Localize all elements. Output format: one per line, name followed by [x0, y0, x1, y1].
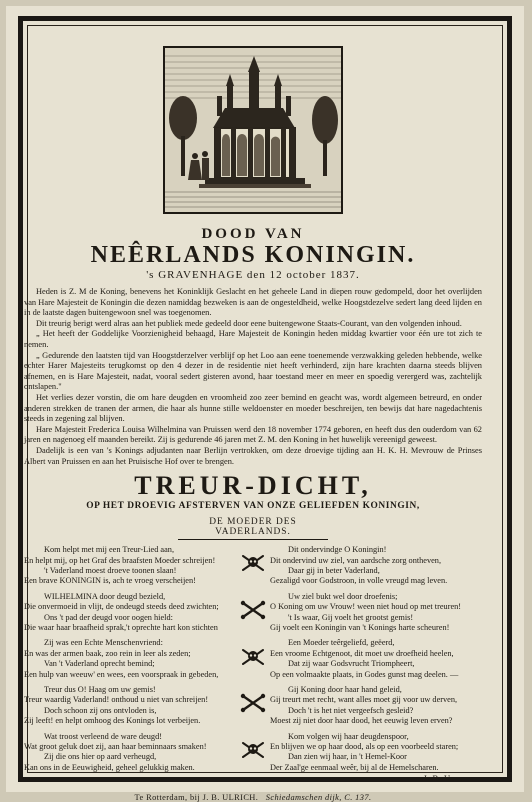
report-paragraph: Heden is Z. M de Koning, benevens het Koninklijk Geslacht en het geheele Land in diepen rouw gedompeld, door het overlijden van Hare Majesteit de Koningin die dezen namiddag bezweken is aan de ongesteldheid, welke Hoogstdezelve sedert lang deed lijden en in de laatste dagen buitengewoon snel was toegenomen.: [24, 287, 482, 318]
report-paragraph: Dadelijk is een van 's Konings adjudanten naar Berlijn vertrokken, om deze droevige tijding aan H. K. H. Mevrouw de Prinses Albert van Pruissen en aan het Pruisische Hof over te brengen.: [24, 445, 482, 466]
verse-line: Een hulp van weeuw' en wees, een voorspraak in gebeden,: [24, 669, 219, 679]
broadside-sheet: [6, 6, 524, 802]
verse-line: Die onvermoeid in vlijt, de ondeugd steeds deed zwichten;: [24, 602, 219, 612]
verse-line: Op een volmaakte plaats, in Godes gunst mag deelen. —: [270, 669, 459, 679]
stanza-left-column: [24, 545, 236, 587]
poem-stanza: [24, 685, 482, 727]
stanza-right-column: [270, 732, 482, 774]
verse-line: Der Zaal'ge eenmaal weêr, bij al de Hemelscharen.: [270, 762, 439, 772]
verse-line: 't Is waar, Gij voelt het grootst gemis!: [288, 612, 414, 622]
imprint-printer: Te Rotterdam, bij J. B. ULRICH.: [134, 793, 259, 802]
printer-imprint: [24, 793, 482, 802]
stanza-right-column: [270, 545, 482, 587]
verse-line: Kom volgen wij haar deugdenspoor,: [288, 731, 409, 741]
verse-line: Zij leeft! en helpt omhoog des Konings lot verbeijen.: [24, 716, 201, 726]
verse-line: Dat zij waar Godsvrucht Triompheert,: [288, 659, 415, 669]
stanza-left-column: [24, 638, 236, 680]
stanza-left-column: [24, 592, 236, 634]
verse-line: Een brave KONINGIN is, ach te vroeg verscheijen!: [24, 576, 196, 586]
stanza-left-column: [24, 732, 236, 774]
stanza-right-column: [270, 592, 482, 634]
verse-line: Een Moeder teêrgeliefd, geëerd,: [288, 638, 395, 648]
skull-crossbones-icon: [236, 553, 270, 578]
verse-line: Treur waardig Vaderland! onthoud u niet van schreijen!: [24, 695, 209, 705]
stanza-left-column: [24, 685, 236, 727]
verse-line: Kom helpt met mij een Treur-Lied aan,: [44, 545, 175, 555]
verse-line: En helpt mij, op het Graf des braafsten Moeder schreijen!: [24, 555, 216, 565]
verse-line: Gezaligd voor Godstroon, in volle vreugd mag leven.: [270, 576, 448, 586]
place-date-line: 's GRAVENHAGE den 12 october 1837.: [146, 269, 360, 281]
verse-line: Kan ons in de Eeuwigheid, geheel gelukkig maken.: [24, 762, 195, 772]
verse-line: Treur dus O! Haag om uw gemis!: [44, 684, 156, 694]
verse-line: En was der armen baak, zoo rein in leer als zeden;: [24, 648, 191, 658]
news-report: [24, 287, 482, 467]
poem-stanza: [24, 638, 482, 680]
verse-line: Wat groot geluk doet zij, aan haar beminnaars smaken!: [24, 742, 207, 751]
crossed-bones-icon: [236, 693, 270, 718]
verse-line: Zij die ons hier op aard verheugd,: [44, 752, 157, 762]
verse-line: Wat troost verleend de ware deugd!: [44, 731, 162, 741]
verse-line: Daar gij in beter Vaderland,: [288, 565, 380, 575]
verse-line: O Koning om uw Vrouw! ween niet houd op met treuren!: [270, 602, 462, 612]
verse-line: Van 't Vaderland oprecht bemind;: [44, 659, 155, 669]
poem-title: TREUR-DICHT,: [134, 471, 372, 501]
poem-stanza: [24, 592, 482, 634]
verse-line: WILHELMINA door deugd bezield,: [44, 591, 166, 601]
verse-line: Doch 't is het niet vergeefsch gesleid?: [288, 705, 414, 715]
verse-line: Moest zij niet door haar dood, het eeuwig leven erven?: [270, 716, 453, 726]
verse-line: Gij treurt met recht, want alles moet gij voor uw derven,: [270, 695, 458, 705]
verse-line: Ons 't pad der deugd voor oogen hield:: [44, 612, 173, 622]
verse-line: Doch schoon zij ons ontvloden is,: [44, 705, 157, 715]
report-paragraph: „ Gedurende den laatsten tijd van Hoogstderzelver verblijf op het Loo aan eene toenemende verzwakking geleden hebbende, welke echter Harer Majesteits terugkomst op den 4 dezer in de residentie niet heeft verhinderd, zijn hare krachten daarna steeds blijven afnemen, en is Hare Majesteit, nadat, vooral sedert gisteren avond, haar toestand meer en meer en spoedig verergerd was, zachtelijk ontslapen.": [24, 350, 482, 392]
broadside-content: [24, 20, 482, 802]
poem-stanza: [24, 732, 482, 774]
skull-crossbones-icon: [236, 740, 270, 765]
poem-dedication: DE MOEDER DES VADERLANDS.: [178, 517, 328, 540]
stanza-right-column: [270, 685, 482, 727]
imprint-address: Schiedamschen dijk, C. 137.: [265, 793, 372, 802]
verse-line: Zij was een Echte Menschenvriend:: [44, 638, 163, 648]
verse-line: Een vroome Echtgenoot, dit moet uw droefheid heelen,: [270, 648, 454, 658]
verse-line: En blijven we op haar dood, als op een voorbeeld staren;: [270, 742, 459, 751]
author-signature: J. B. U.....: [423, 773, 464, 784]
verse-line: Gij Koning door haar hand geleid,: [288, 684, 402, 694]
verse-line: Uw ziel bukt wel door droefenis;: [288, 591, 398, 601]
stanza-right-column: [270, 638, 482, 680]
pavilion-woodcut: [163, 46, 343, 214]
verse-line: 't Vaderland moest droeve toonen slaan!: [44, 565, 177, 575]
verse-line: Gij voelt een Koningin van 't Konings harte scheuren!: [270, 622, 450, 632]
report-paragraph: Het verlies dezer vorstin, die om hare deugden en vroomheid zoo zeer bemind en geacht was, wordt algemeen betreurd, en onder anderen strekken de tranen der armen, die haar als hunne stille weldoenster en moeder beschreijen, ten bewijs dat hare nagedachtenis steeds in zegening zal blijven.: [24, 392, 482, 424]
skull-crossbones-icon: [236, 647, 270, 672]
verse-line: Die waar haar braafheid sprak,'t oprechte hart kon stichten: [24, 622, 218, 632]
report-paragraph: „ Het heeft der Goddelijke Voorzienigheid behaagd, Hare Majesteit de Koningin heden middag kwartier voor één ure tot zich te nemen.: [24, 329, 482, 349]
poem-subtitle: OP HET DROEVIG AFSTERVEN VAN ONZE GELIEFDEN KONINGIN,: [86, 501, 420, 512]
verse-line: Dit ondervindge O Koningin!: [288, 545, 387, 555]
poem-body: [24, 545, 482, 773]
heading-dood-van: DOOD VAN: [201, 226, 305, 242]
heading-neerlands-koningin: NEÊRLANDS KONINGIN.: [90, 242, 416, 268]
verse-line: Dit ondervind uw ziel, van aardsche zorg ontheven,: [270, 555, 442, 565]
report-paragraph: Dit treurig berigt werd alras aan het publiek mede gedeeld door eene buitengewone Staats-Courant, van den volgenden inhoud.: [36, 318, 462, 328]
verse-line: Dan zien wij haar, in 't Hemel-Koor: [288, 752, 407, 762]
crossed-bones-icon: [236, 600, 270, 625]
report-paragraph: Hare Majesteit Frederica Louisa Wilhelmina van Pruissen werd den 18 november 1774 geboren, en heeft dus den ouderdom van 62 jaren en nagenoeg elf maanden bereikt. Zij is gedurende 46 jaren met Z. M. den Koning in het huwelijk vereenigd geweest.: [24, 424, 482, 445]
poem-stanza: [24, 545, 482, 587]
